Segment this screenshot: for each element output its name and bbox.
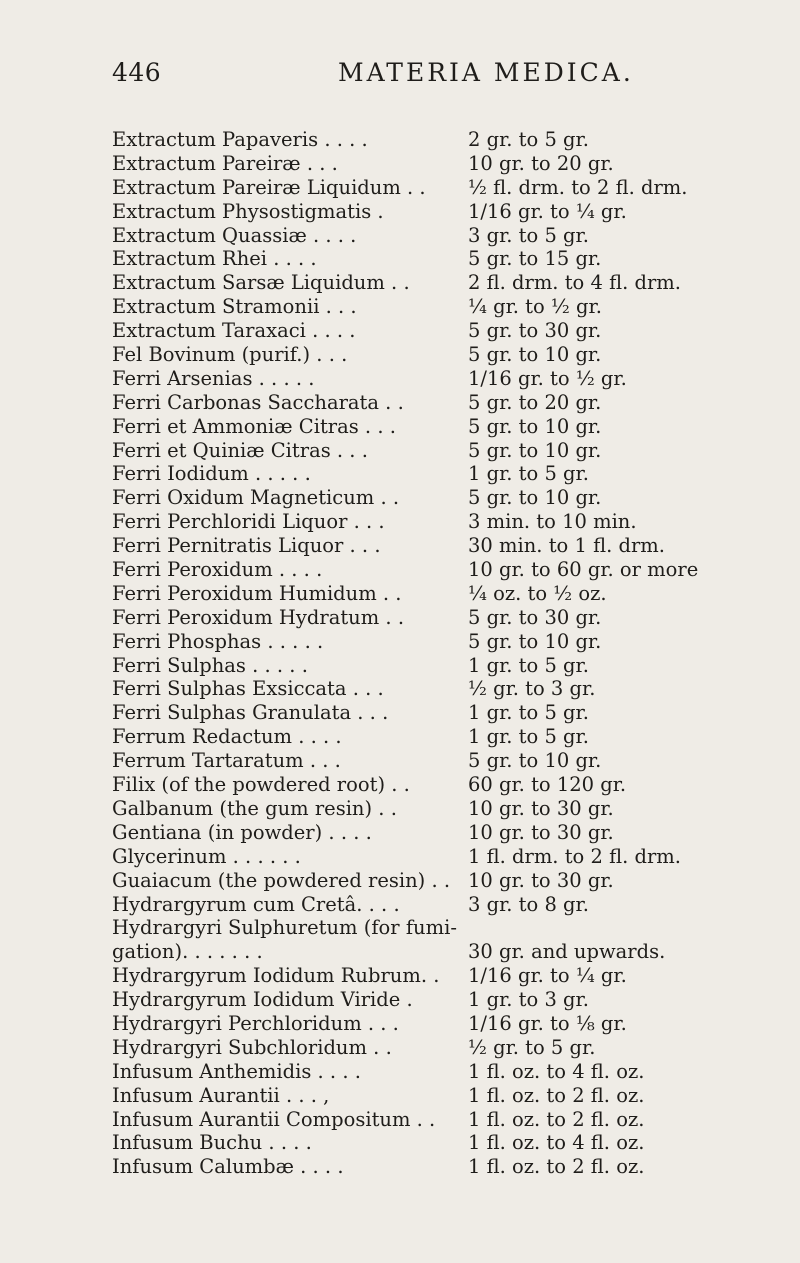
dose-range: 5 gr. to 10 gr. — [468, 749, 602, 773]
drug-name — [112, 725, 462, 749]
drug-name-text: Hydrargyri Perchloridum . . . — [112, 1011, 399, 1035]
drug-name-text: Glycerinum . . . . . . — [112, 844, 301, 868]
table-row — [0, 606, 800, 630]
table-row — [0, 677, 800, 701]
drug-name-text: Extractum Pareiræ . . . — [112, 151, 338, 175]
dose-range: 5 gr. to 15 gr. — [468, 247, 602, 271]
dose-range: 10 gr. to 60 gr. or more — [468, 558, 699, 582]
table-row — [0, 1155, 800, 1179]
drug-name — [112, 654, 462, 678]
dose-range: 10 gr. to 30 gr. — [468, 868, 614, 892]
drug-name — [112, 200, 462, 224]
drug-name — [112, 271, 462, 295]
drug-name — [112, 893, 462, 917]
drug-name-text: Extractum Pareiræ Liquidum . . — [112, 175, 426, 199]
drug-name-text: Ferri et Ammoniæ Citras . . . — [112, 414, 396, 438]
dose-range: 3 min. to 10 min. — [468, 510, 637, 534]
dose-range: 1 gr. to 5 gr. — [468, 653, 589, 677]
drug-name — [112, 1084, 462, 1108]
drug-name-text: Ferri Peroxidum Humidum . . — [112, 581, 402, 605]
drug-name — [112, 916, 462, 964]
dose-range: ½ gr. to 5 gr. — [468, 1035, 596, 1059]
drug-name — [112, 128, 462, 152]
table-row — [0, 1012, 800, 1036]
drug-name-text: Ferri Oxidum Magneticum . . — [112, 486, 400, 510]
page-number: 446 — [112, 58, 162, 87]
table-row — [0, 988, 800, 1012]
table-row — [0, 773, 800, 797]
table-row — [0, 343, 800, 367]
drug-name-text: Galbanum (the gum resin) . . — [112, 796, 397, 820]
drug-name — [112, 1012, 462, 1036]
drug-name — [112, 749, 462, 773]
table-row — [0, 319, 800, 343]
dose-range: 1 fl. oz. to 4 fl. oz. — [468, 1131, 645, 1155]
drug-name — [112, 1036, 462, 1060]
drug-name-text: Extractum Physostigmatis . — [112, 199, 384, 223]
table-row — [0, 845, 800, 869]
dose-range: 5 gr. to 20 gr. — [468, 390, 602, 414]
drug-name-text: Infusum Calumbæ . . . . — [112, 1155, 344, 1179]
table-row — [0, 1036, 800, 1060]
dose-range: 3 gr. to 5 gr. — [468, 223, 589, 247]
table-row — [0, 821, 800, 845]
drug-name — [112, 247, 462, 271]
drug-name-text: Ferri Pernitratis Liquor . . . — [112, 534, 381, 558]
dose-range: 3 gr. to 8 gr. — [468, 892, 589, 916]
table-row — [0, 367, 800, 391]
drug-name-text: Infusum Aurantii Compositum . . — [112, 1107, 436, 1131]
table-row — [0, 749, 800, 773]
table-row — [0, 439, 800, 463]
drug-name — [112, 582, 462, 606]
dosage-table — [0, 128, 800, 1179]
drug-name — [112, 462, 462, 486]
drug-name — [112, 510, 462, 534]
drug-name-text: Infusum Anthemidis . . . . — [112, 1059, 361, 1083]
drug-name-text: Ferri Phosphas . . . . . — [112, 629, 324, 653]
drug-name — [112, 295, 462, 319]
drug-name-text: Hydrargyrum cum Cretâ. . . . — [112, 892, 400, 916]
drug-name — [112, 152, 462, 176]
dose-range: 5 gr. to 10 gr. — [468, 343, 602, 367]
drug-name-text: Extractum Papaveris . . . . — [112, 128, 368, 151]
dose-range: 1 fl. oz. to 2 fl. oz. — [468, 1107, 645, 1131]
table-row — [0, 725, 800, 749]
dose-range: 2 fl. drm. to 4 fl. drm. — [468, 271, 681, 295]
table-row — [0, 224, 800, 248]
table-row — [0, 869, 800, 893]
table-row — [0, 534, 800, 558]
drug-name-text: Ferri Sulphas . . . . . — [112, 653, 308, 677]
dose-range: ½ gr. to 3 gr. — [468, 677, 596, 701]
table-row — [0, 462, 800, 486]
drug-name-text: Extractum Sarsæ Liquidum . . — [112, 271, 410, 295]
dose-range: 60 gr. to 120 gr. — [468, 773, 627, 797]
drug-name — [112, 821, 462, 845]
drug-name-text: Ferri Arsenias . . . . . — [112, 366, 315, 390]
dose-range: ½ fl. drm. to 2 fl. drm. — [468, 175, 688, 199]
drug-name — [112, 367, 462, 391]
table-row — [0, 176, 800, 200]
table-row — [0, 486, 800, 510]
drug-name — [112, 797, 462, 821]
dose-range: 10 gr. to 20 gr. — [468, 151, 614, 175]
dose-range: 5 gr. to 10 gr. — [468, 486, 602, 510]
table-row — [0, 271, 800, 295]
drug-name-text: Ferrum Tartaratum . . . — [112, 749, 341, 773]
drug-name-text: Hydrargyrum Iodidum Rubrum. . — [112, 964, 440, 988]
dose-range: ¼ oz. to ½ oz. — [468, 581, 607, 605]
table-row — [0, 1084, 800, 1108]
drug-name — [112, 1108, 462, 1132]
drug-name-text: Ferri Peroxidum Hydratum . . — [112, 605, 405, 629]
drug-name — [112, 558, 462, 582]
table-row — [0, 654, 800, 678]
drug-name — [112, 534, 462, 558]
drug-name-text: Infusum Buchu . . . . — [112, 1131, 312, 1155]
drug-name — [112, 486, 462, 510]
dose-range: 30 min. to 1 fl. drm. — [468, 534, 665, 558]
table-row — [0, 152, 800, 176]
drug-name-text: Extractum Stramonii . . . — [112, 295, 357, 319]
running-head: MATERIA MEDICA. — [338, 58, 634, 87]
drug-name — [112, 845, 462, 869]
drug-name-text: Extractum Rhei . . . . — [112, 247, 317, 271]
drug-name-text: Hydrargyri Sulphuretum (for fumi- — [112, 916, 457, 940]
drug-name — [112, 964, 462, 988]
dose-range: 2 gr. to 5 gr. — [468, 128, 589, 151]
drug-name — [112, 224, 462, 248]
dose-range: 5 gr. to 30 gr. — [468, 319, 602, 343]
drug-name — [112, 415, 462, 439]
drug-name — [112, 176, 462, 200]
drug-name-text: Ferri Iodidum . . . . . — [112, 462, 311, 486]
dose-range: 1 fl. oz. to 2 fl. oz. — [468, 1083, 645, 1107]
drug-name — [112, 1155, 462, 1179]
dose-range: 1/16 gr. to ¼ gr. — [468, 199, 627, 223]
drug-name — [112, 630, 462, 654]
dose-range: 1 fl. oz. to 4 fl. oz. — [468, 1059, 645, 1083]
drug-name — [112, 1131, 462, 1155]
dose-range: 5 gr. to 10 gr. — [468, 629, 602, 653]
drug-name-text: Extractum Taraxaci . . . . — [112, 319, 356, 343]
table-row — [0, 1060, 800, 1084]
drug-name-text: Extractum Quassiæ . . . . — [112, 223, 357, 247]
drug-name — [112, 701, 462, 725]
dose-range: 1 gr. to 5 gr. — [468, 701, 589, 725]
page-header — [0, 58, 800, 98]
drug-name — [112, 773, 462, 797]
table-row — [0, 582, 800, 606]
table-row — [0, 415, 800, 439]
drug-name — [112, 391, 462, 415]
drug-name-text: Fel Bovinum (purif.) . . . — [112, 343, 348, 367]
dose-range: 10 gr. to 30 gr. — [468, 796, 614, 820]
table-row — [0, 1108, 800, 1132]
drug-name-text: Infusum Aurantii . . . , — [112, 1083, 330, 1107]
dose-range: 5 gr. to 10 gr. — [468, 414, 602, 438]
dose-range: 1 gr. to 5 gr. — [468, 725, 589, 749]
dose-range: 1 fl. oz. to 2 fl. oz. — [468, 1155, 645, 1179]
table-row — [0, 893, 800, 917]
drug-name — [112, 606, 462, 630]
drug-name-text: Ferri Sulphas Exsiccata . . . — [112, 677, 384, 701]
drug-name — [112, 869, 462, 893]
drug-name-text: Guaiacum (the powdered resin) . . — [112, 868, 451, 892]
drug-name-text: Hydrargyri Subchloridum . . — [112, 1035, 392, 1059]
dose-range: 10 gr. to 30 gr. — [468, 820, 614, 844]
table-row — [0, 558, 800, 582]
drug-name — [112, 1060, 462, 1084]
table-row — [0, 916, 800, 964]
drug-name-text: Ferri Sulphas Granulata . . . — [112, 701, 389, 725]
table-row — [0, 797, 800, 821]
table-row — [0, 247, 800, 271]
drug-name-text: Gentiana (in powder) . . . . — [112, 820, 372, 844]
table-row — [0, 510, 800, 534]
drug-name-text: Ferrum Redactum . . . . — [112, 725, 342, 749]
drug-name-text: Ferri Peroxidum . . . . — [112, 558, 323, 582]
drug-name — [112, 439, 462, 463]
table-row — [0, 391, 800, 415]
table-row — [0, 295, 800, 319]
drug-name-text: Ferri Perchloridi Liquor . . . — [112, 510, 385, 534]
drug-name — [112, 988, 462, 1012]
drug-name — [112, 343, 462, 367]
dose-range: 1 fl. drm. to 2 fl. drm. — [468, 844, 681, 868]
table-row — [0, 1131, 800, 1155]
table-row — [0, 128, 800, 152]
drug-name-continuation: gation). . . . . . . — [112, 940, 263, 964]
dose-range: 1/16 gr. to ⅛ gr. — [468, 1011, 627, 1035]
table-row — [0, 200, 800, 224]
dose-range: ¼ gr. to ½ gr. — [468, 295, 602, 319]
dose-range: 30 gr. and upwards. — [468, 940, 666, 964]
drug-name — [112, 319, 462, 343]
table-row — [0, 964, 800, 988]
table-row — [0, 630, 800, 654]
dose-range: 1/16 gr. to ¼ gr. — [468, 964, 627, 988]
dose-range: 5 gr. to 10 gr. — [468, 438, 602, 462]
drug-name-text: Hydrargyrum Iodidum Viride . — [112, 988, 413, 1012]
drug-name-text: Filix (of the powdered root) . . — [112, 773, 410, 797]
drug-name-text: Ferri Carbonas Saccharata . . — [112, 390, 404, 414]
drug-name-text: Ferri et Quiniæ Citras . . . — [112, 438, 368, 462]
drug-name — [112, 677, 462, 701]
dose-range: 5 gr. to 30 gr. — [468, 605, 602, 629]
table-row — [0, 701, 800, 725]
dose-range: 1 gr. to 5 gr. — [468, 462, 589, 486]
dose-range: 1/16 gr. to ½ gr. — [468, 366, 627, 390]
dose-range: 1 gr. to 3 gr. — [468, 988, 589, 1012]
